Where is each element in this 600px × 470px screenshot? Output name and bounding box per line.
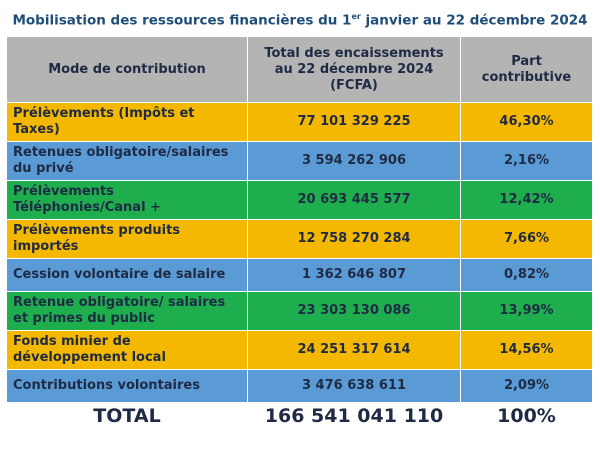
- row-mode: Retenue obligatoire/ salaires et primes du public: [7, 292, 248, 331]
- header-part: Part contributive: [461, 37, 593, 103]
- table-row: [7, 142, 593, 181]
- total-label: TOTAL: [7, 403, 248, 430]
- row-mode: Contributions volontaires: [7, 370, 248, 403]
- header-total: Total des encaissements au 22 décembre 2024 (FCFA): [248, 37, 461, 103]
- total-part: 100%: [461, 403, 593, 430]
- row-total: 77 101 329 225: [248, 103, 461, 142]
- row-total: 20 693 445 577: [248, 181, 461, 220]
- row-total: 12 758 270 284: [248, 220, 461, 259]
- table-row: [7, 259, 593, 292]
- title-text-end: janvier au 22 décembre 2024: [360, 12, 588, 29]
- row-part: 46,30%: [461, 103, 593, 142]
- table-row: [7, 370, 593, 403]
- row-mode: Prélèvements produits importés: [7, 220, 248, 259]
- row-total: 1 362 646 807: [248, 259, 461, 292]
- table-total-row: [7, 403, 593, 430]
- row-part: 7,66%: [461, 220, 593, 259]
- row-part: 2,16%: [461, 142, 593, 181]
- row-total: 24 251 317 614: [248, 331, 461, 370]
- table-row: [7, 292, 593, 331]
- table-row: [7, 103, 593, 142]
- contribution-table: [6, 36, 593, 430]
- row-total: 3 476 638 611: [248, 370, 461, 403]
- row-part: 14,56%: [461, 331, 593, 370]
- row-mode: Prélèvements Téléphonies/Canal +: [7, 181, 248, 220]
- total-amount: 166 541 041 110: [248, 403, 461, 430]
- header-mode: Mode de contribution: [7, 37, 248, 103]
- row-part: 12,42%: [461, 181, 593, 220]
- row-total: 23 303 130 086: [248, 292, 461, 331]
- row-mode: Prélèvements (Impôts et Taxes): [7, 103, 248, 142]
- row-mode: Fonds minier de développement local: [7, 331, 248, 370]
- document-title: [0, 8, 600, 30]
- table-header-row: [7, 37, 593, 103]
- row-part: 13,99%: [461, 292, 593, 331]
- table-row: [7, 331, 593, 370]
- title-text: Mobilisation des ressources financières du 1: [12, 12, 352, 29]
- row-mode: Cession volontaire de salaire: [7, 259, 248, 292]
- row-mode: Retenues obligatoire/salaires du privé: [7, 142, 248, 181]
- title-superscript: er: [351, 12, 361, 21]
- row-total: 3 594 262 906: [248, 142, 461, 181]
- row-part: 0,82%: [461, 259, 593, 292]
- row-part: 2,09%: [461, 370, 593, 403]
- table-row: [7, 181, 593, 220]
- table-row: [7, 220, 593, 259]
